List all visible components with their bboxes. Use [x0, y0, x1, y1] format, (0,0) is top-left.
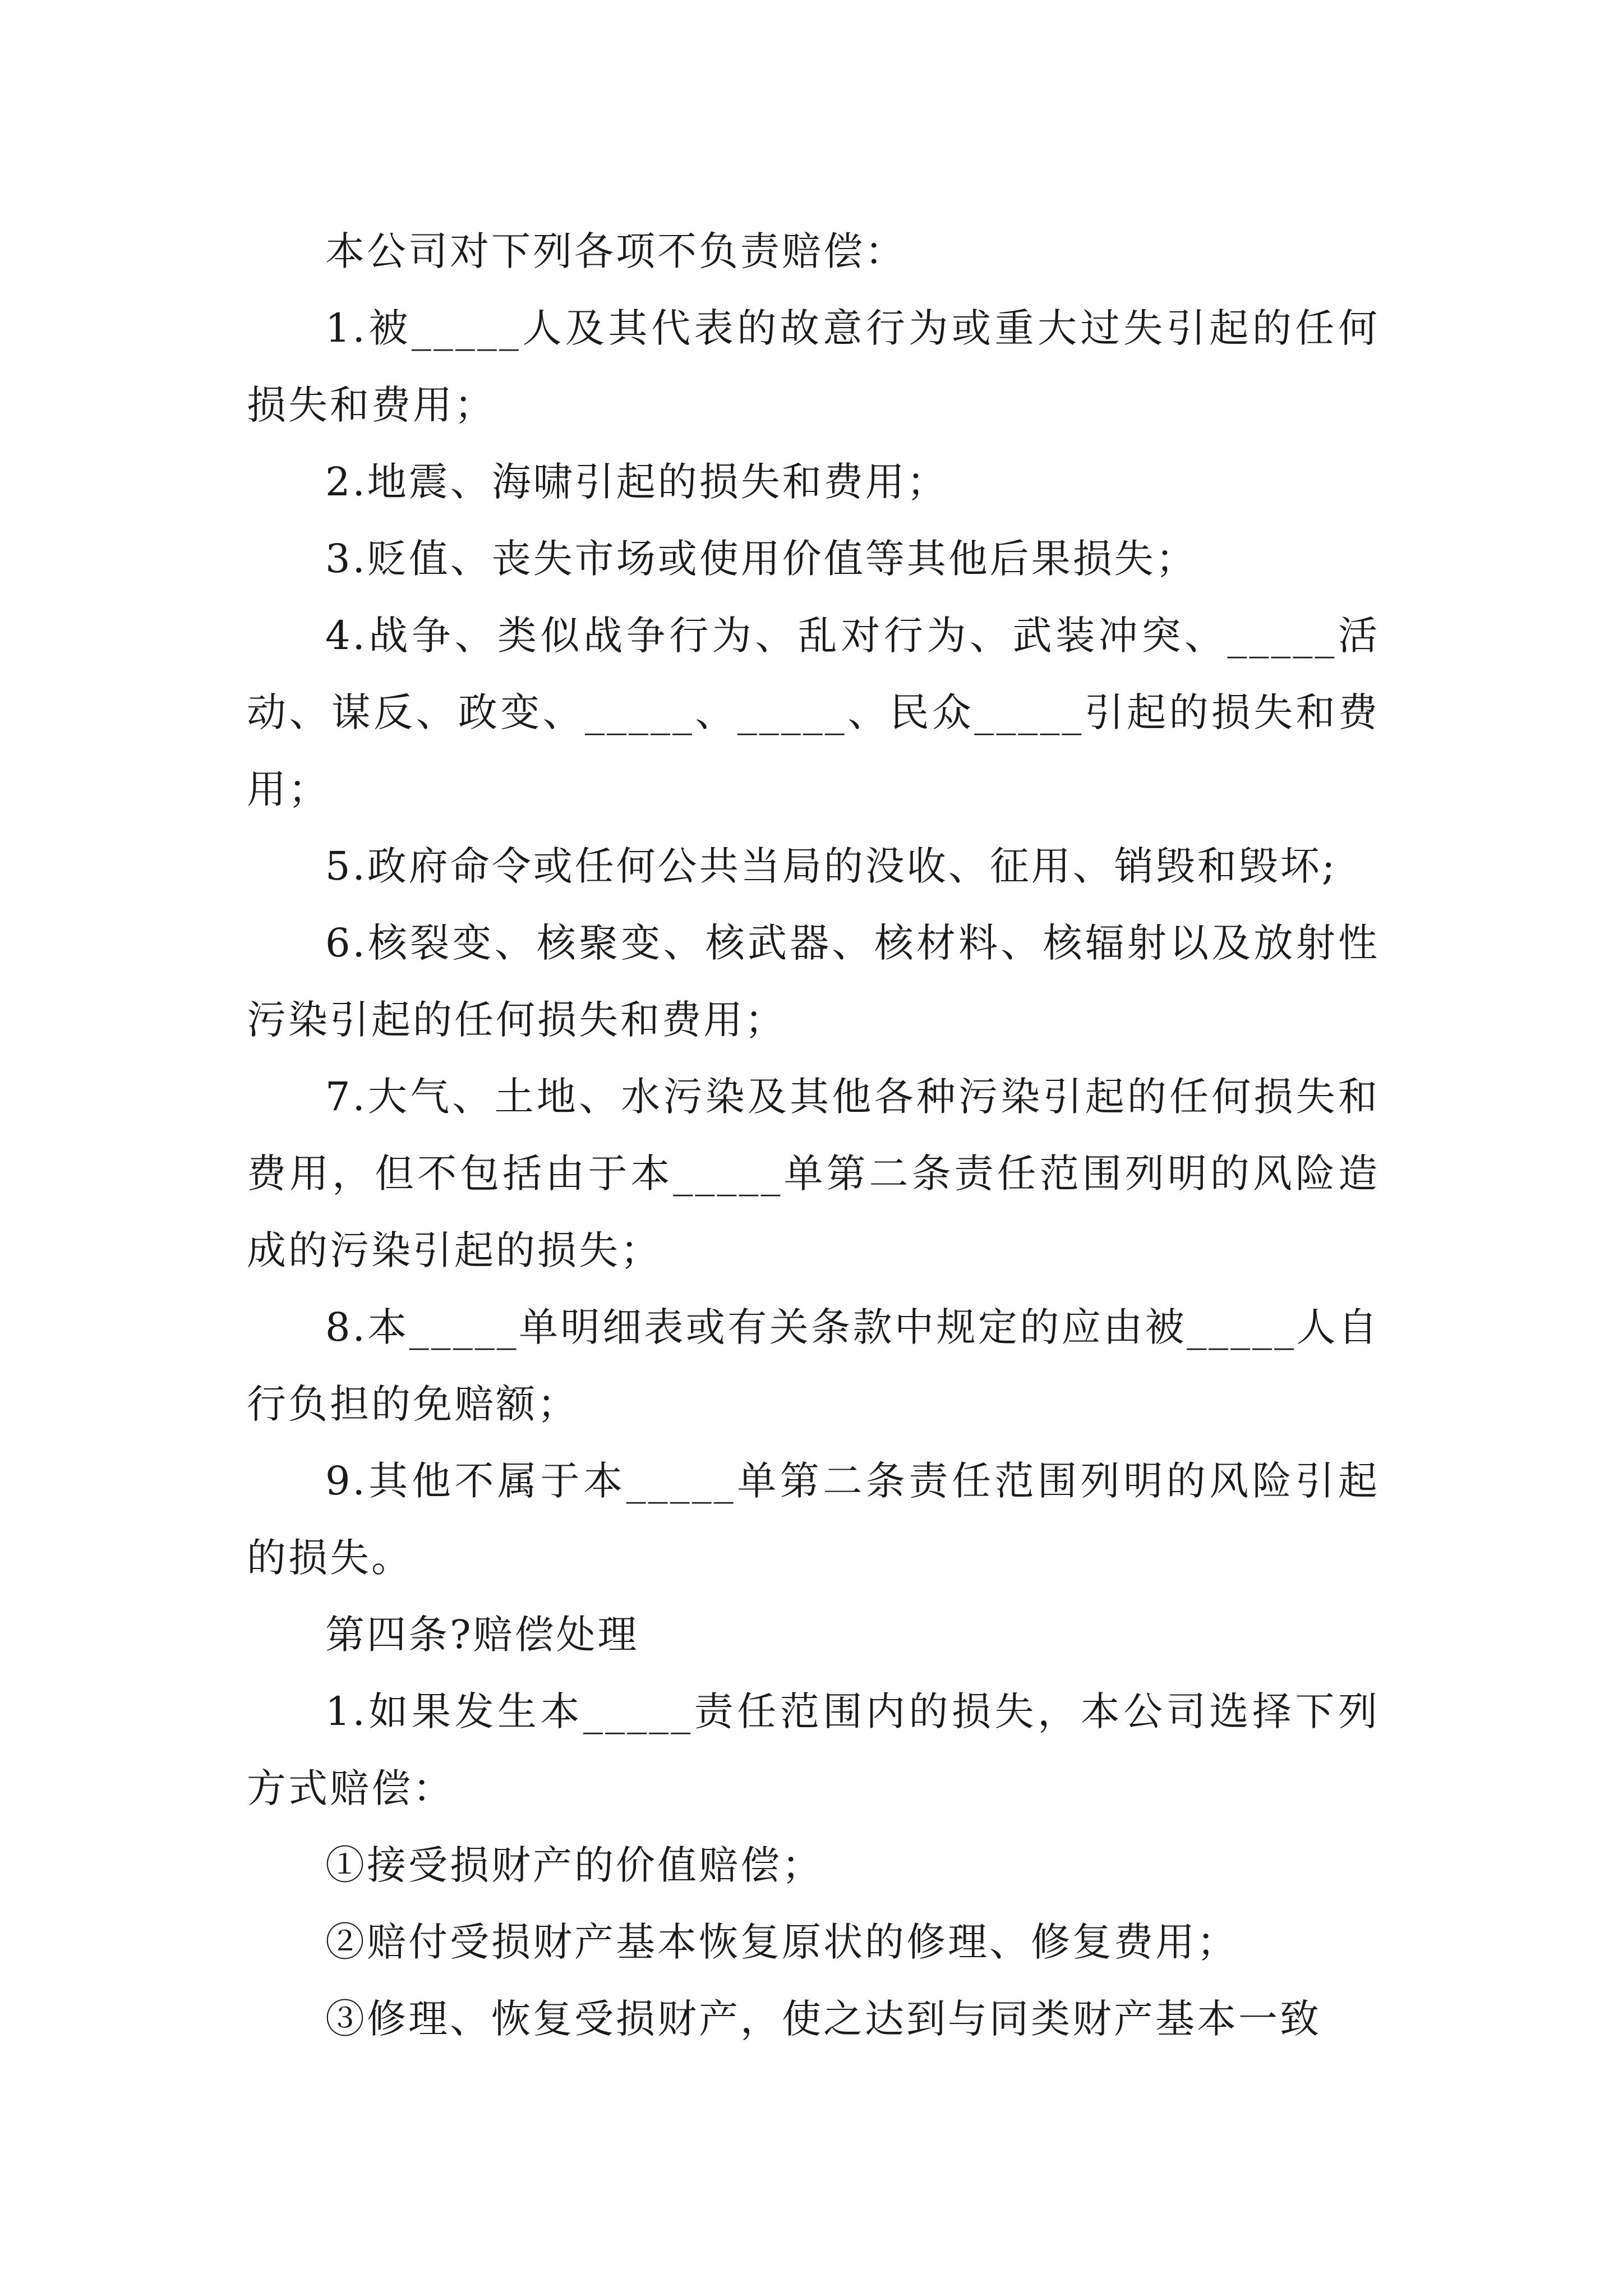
exclusion-item-3: 3.贬值、丧失市场或使用价值等其他后果损失；	[325, 536, 1197, 582]
exclusion-item-2: 2.地震、海啸引起的损失和费用；	[325, 459, 948, 505]
compensation-option-2: ②赔付受损财产基本恢复原状的修理、修复费用；	[325, 1919, 1238, 1965]
exclusion-item-7: 7.大气、土地、水污染及其他各种污染引起的任何损失和费用，但不包括由于本_____单第二条责任范围列明的风险造成的污染引起的损失；	[247, 1074, 1380, 1273]
exclusion-item-5: 5.政府命令或任何公共当局的没收、征用、销毁和毁坏;	[325, 843, 1338, 889]
exclusion-item-1: 1.被_____人及其代表的故意行为或重大过失引起的任何损失和费用；	[247, 305, 1380, 428]
exclusion-item-8: 8.本_____单明细表或有关条款中规定的应由被_____人自行负担的免赔额；	[247, 1304, 1380, 1427]
intro-paragraph: 本公司对下列各项不负责赔偿：	[325, 228, 906, 274]
compensation-option-1: ①接受损财产的价值赔偿；	[325, 1842, 823, 1888]
document-page	[247, 213, 1380, 2058]
exclusion-item-9: 9.其他不属于本_____单第二条责任范围列明的风险引起的损失。	[247, 1458, 1380, 1581]
exclusion-item-6: 6.核裂变、核聚变、核武器、核材料、核辐射以及放射性污染引起的任何损失和费用；	[247, 920, 1380, 1043]
compensation-item-1: 1.如果发生本_____责任范围内的损失，本公司选择下列方式赔偿：	[247, 1688, 1380, 1811]
section-heading: 第四条?赔偿处理	[325, 1612, 639, 1658]
exclusion-item-4: 4.战争、类似战争行为、乱对行为、武装冲突、_____活动、谋反、政变、_____、_____、民众_____引起的损失和费用；	[247, 613, 1380, 812]
compensation-option-3: ③修理、恢复受损财产，使之达到与同类财产基本一致	[325, 1996, 1321, 2042]
